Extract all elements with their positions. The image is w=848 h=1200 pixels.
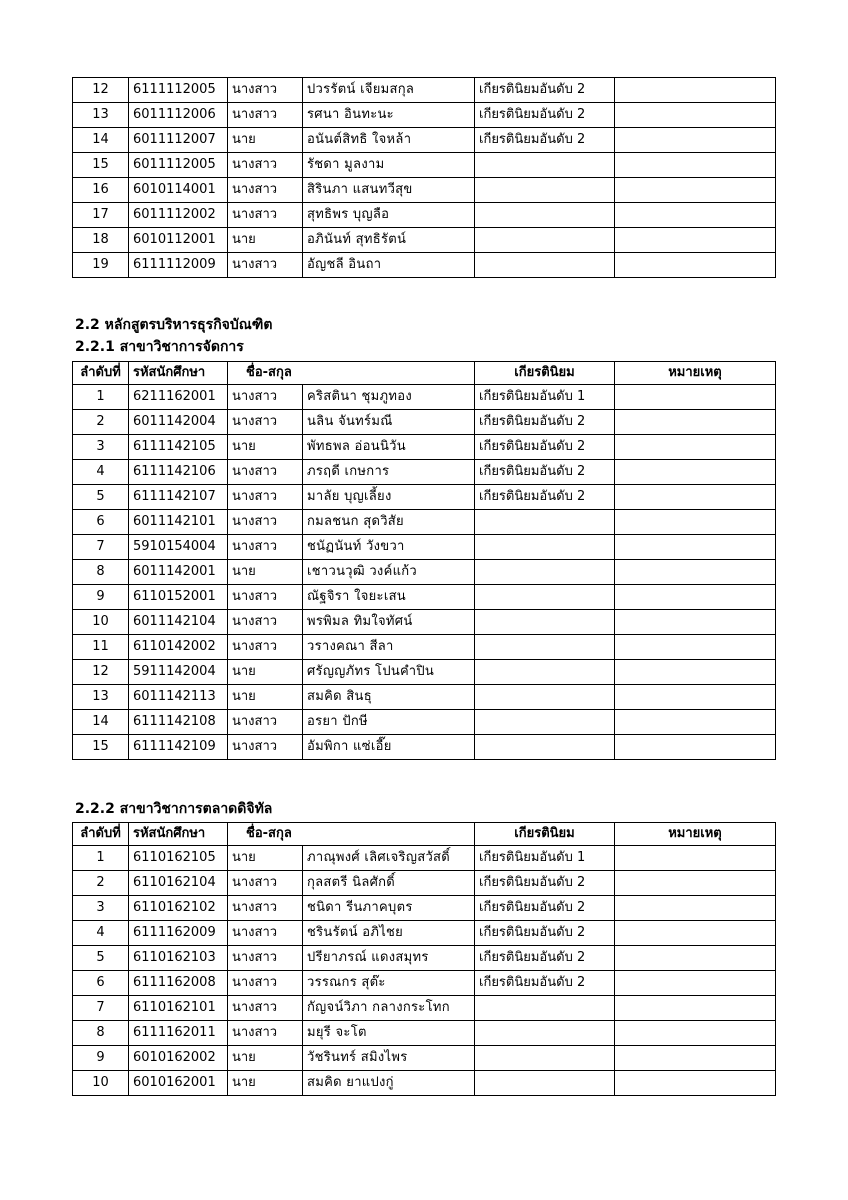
student-id-cell: 6011112005	[129, 153, 228, 178]
table-row	[73, 921, 776, 946]
student-name-cell: มาลัย บุญเลี้ยง	[303, 485, 475, 510]
student-name-cell: นลิน จันทร์มณี	[303, 410, 475, 435]
student-id-cell: 6110162104	[129, 871, 228, 896]
table-row	[73, 1021, 776, 1046]
student-id-cell: 5910154004	[129, 535, 228, 560]
row-number-cell: 6	[73, 971, 129, 996]
table-row	[73, 128, 776, 153]
remark-cell	[615, 485, 776, 510]
student-id-cell: 6011142004	[129, 410, 228, 435]
remark-cell	[615, 253, 776, 278]
student-name-cell: พัทธพล อ่อนนิวัน	[303, 435, 475, 460]
row-number-cell: 13	[73, 685, 129, 710]
row-number-cell: 1	[73, 846, 129, 871]
row-number-cell: 17	[73, 203, 129, 228]
student-id-cell: 6011142001	[129, 560, 228, 585]
name-title-cell: นางสาว	[228, 253, 303, 278]
honor-level-cell: เกียรตินิยมอันดับ 2	[475, 128, 615, 153]
student-id-cell: 6111112005	[129, 78, 228, 103]
remark-cell	[615, 460, 776, 485]
table-row	[73, 253, 776, 278]
remark-cell	[615, 871, 776, 896]
honor-level-cell: เกียรตินิยมอันดับ 2	[475, 971, 615, 996]
name-title-cell: นางสาว	[228, 535, 303, 560]
student-id-cell: 6010112001	[129, 228, 228, 253]
student-id-cell: 6110162102	[129, 896, 228, 921]
table-row	[73, 460, 776, 485]
name-title-cell: นางสาว	[228, 153, 303, 178]
name-title-cell: นางสาว	[228, 921, 303, 946]
table-row	[73, 585, 776, 610]
name-title-cell: นาย	[228, 435, 303, 460]
table-row	[73, 153, 776, 178]
remark-cell	[615, 203, 776, 228]
honor-level-cell: เกียรตินิยมอันดับ 2	[475, 946, 615, 971]
column-header-honor: เกียรตินิยม	[475, 362, 615, 385]
table-row	[73, 485, 776, 510]
student-id-cell: 6110162105	[129, 846, 228, 871]
row-number-cell: 8	[73, 1021, 129, 1046]
name-title-cell: นาย	[228, 228, 303, 253]
student-name-cell: เชาวนวุฒิ วงค์แก้ว	[303, 560, 475, 585]
remark-cell	[615, 560, 776, 585]
row-number-cell: 10	[73, 610, 129, 635]
name-title-cell: นางสาว	[228, 510, 303, 535]
section-heading-digital-marketing: 2.2.2 สาขาวิชาการตลาดดิจิทัล	[75, 801, 273, 817]
table-header-row	[73, 362, 776, 385]
student-name-cell: ปวรรัตน์ เจียมสกุล	[303, 78, 475, 103]
remark-cell	[615, 896, 776, 921]
row-number-cell: 3	[73, 435, 129, 460]
name-title-cell: นางสาว	[228, 410, 303, 435]
name-title-cell: นางสาว	[228, 610, 303, 635]
student-name-cell: อัญชลี อินถา	[303, 253, 475, 278]
row-number-cell: 12	[73, 78, 129, 103]
row-number-cell: 1	[73, 385, 129, 410]
honor-level-cell: เกียรตินิยมอันดับ 2	[475, 78, 615, 103]
name-title-cell: นางสาว	[228, 103, 303, 128]
honor-level-cell	[475, 535, 615, 560]
student-id-cell: 6011112006	[129, 103, 228, 128]
honor-level-cell: เกียรตินิยมอันดับ 2	[475, 896, 615, 921]
honor-level-cell	[475, 228, 615, 253]
remark-cell	[615, 635, 776, 660]
row-number-cell: 5	[73, 946, 129, 971]
column-header-remark: หมายเหตุ	[615, 362, 776, 385]
table-row	[73, 535, 776, 560]
row-number-cell: 12	[73, 660, 129, 685]
honor-level-cell: เกียรตินิยมอันดับ 2	[475, 435, 615, 460]
remark-cell	[615, 1046, 776, 1071]
student-id-cell: 6010162001	[129, 1071, 228, 1096]
honor-level-cell	[475, 685, 615, 710]
row-number-cell: 15	[73, 735, 129, 760]
row-number-cell: 13	[73, 103, 129, 128]
name-title-cell: นางสาว	[228, 1021, 303, 1046]
row-number-cell: 2	[73, 871, 129, 896]
student-name-cell: รัชดา มูลงาม	[303, 153, 475, 178]
table-row	[73, 435, 776, 460]
row-number-cell: 3	[73, 896, 129, 921]
name-title-cell: นางสาว	[228, 946, 303, 971]
remark-cell	[615, 535, 776, 560]
student-id-cell: 6110142002	[129, 635, 228, 660]
name-title-cell: นางสาว	[228, 178, 303, 203]
table-row	[73, 203, 776, 228]
student-name-cell: มยุรี จะโต	[303, 1021, 475, 1046]
table-row	[73, 971, 776, 996]
student-name-cell: วรางคณา สีลา	[303, 635, 475, 660]
student-name-cell: อรยา ปักษี	[303, 710, 475, 735]
honor-level-cell: เกียรตินิยมอันดับ 2	[475, 871, 615, 896]
honor-level-cell	[475, 203, 615, 228]
column-header-student-id: รหัสนักศึกษา	[129, 823, 228, 846]
table-row	[73, 103, 776, 128]
column-header-student-id: รหัสนักศึกษา	[129, 362, 228, 385]
student-name-cell: กุลสตรี นิลศักดิ์	[303, 871, 475, 896]
table-row	[73, 610, 776, 635]
row-number-cell: 4	[73, 921, 129, 946]
table-row	[73, 1071, 776, 1096]
row-number-cell: 16	[73, 178, 129, 203]
student-id-cell: 5911142004	[129, 660, 228, 685]
table-row	[73, 560, 776, 585]
name-title-cell: นาย	[228, 846, 303, 871]
remark-cell	[615, 610, 776, 635]
remark-cell	[615, 435, 776, 460]
name-title-cell: นางสาว	[228, 385, 303, 410]
honor-level-cell	[475, 560, 615, 585]
row-number-cell: 14	[73, 128, 129, 153]
student-id-cell: 6011142113	[129, 685, 228, 710]
remark-cell	[615, 178, 776, 203]
row-number-cell: 19	[73, 253, 129, 278]
table-row	[73, 846, 776, 871]
student-name-cell: กัญจน์วิภา กลางกระโทก	[303, 996, 475, 1021]
student-name-cell: กมลชนก สุดวิสัย	[303, 510, 475, 535]
student-name-cell: ชนัฏนันท์ วังขวา	[303, 535, 475, 560]
section-heading-business-program: 2.2 หลักสูตรบริหารธุรกิจบัณฑิต	[75, 317, 273, 333]
name-title-cell: นางสาว	[228, 485, 303, 510]
table-row	[73, 1046, 776, 1071]
student-id-cell: 6110162103	[129, 946, 228, 971]
name-title-cell: นางสาว	[228, 460, 303, 485]
table-row	[73, 410, 776, 435]
name-title-cell: นางสาว	[228, 585, 303, 610]
remark-cell	[615, 410, 776, 435]
honor-level-cell	[475, 1071, 615, 1096]
student-id-cell: 6111112009	[129, 253, 228, 278]
table-row	[73, 896, 776, 921]
section-heading-management: 2.2.1 สาขาวิชาการจัดการ	[75, 339, 244, 355]
table-row	[73, 871, 776, 896]
student-name-cell: อภินันท์ สุทธิรัตน์	[303, 228, 475, 253]
name-title-cell: นางสาว	[228, 635, 303, 660]
honor-level-cell	[475, 510, 615, 535]
remark-cell	[615, 78, 776, 103]
remark-cell	[615, 971, 776, 996]
remark-cell	[615, 1021, 776, 1046]
name-title-cell: นาย	[228, 685, 303, 710]
table-row	[73, 660, 776, 685]
remark-cell	[615, 510, 776, 535]
row-number-cell: 9	[73, 585, 129, 610]
remark-cell	[615, 946, 776, 971]
student-name-cell: พรพิมล ทิมใจทัศน์	[303, 610, 475, 635]
name-title-cell: นางสาว	[228, 971, 303, 996]
student-id-cell: 6011142104	[129, 610, 228, 635]
student-id-cell: 6111142105	[129, 435, 228, 460]
remark-cell	[615, 385, 776, 410]
honor-level-cell: เกียรตินิยมอันดับ 1	[475, 385, 615, 410]
column-header-remark: หมายเหตุ	[615, 823, 776, 846]
table-row	[73, 385, 776, 410]
student-name-cell: ศรัญญภัทร โปนคำปิน	[303, 660, 475, 685]
remark-cell	[615, 735, 776, 760]
remark-cell	[615, 153, 776, 178]
name-title-cell: นาย	[228, 1071, 303, 1096]
name-title-cell: นางสาว	[228, 896, 303, 921]
column-header-no: ลำดับที่	[73, 823, 129, 846]
honor-level-cell: เกียรตินิยมอันดับ 1	[475, 846, 615, 871]
student-name-cell: อนันต์สิทธิ ใจหล้า	[303, 128, 475, 153]
table-row	[73, 996, 776, 1021]
student-id-cell: 6011112007	[129, 128, 228, 153]
table-row	[73, 735, 776, 760]
student-id-cell: 6110162101	[129, 996, 228, 1021]
student-name-cell: ปรียาภรณ์ แดงสมุทร	[303, 946, 475, 971]
student-id-cell: 6010162002	[129, 1046, 228, 1071]
student-name-cell: สมคิด ยาแปงกู่	[303, 1071, 475, 1096]
remark-cell	[615, 128, 776, 153]
student-name-cell: วัชรินทร์ สมิงไพร	[303, 1046, 475, 1071]
student-id-cell: 6211162001	[129, 385, 228, 410]
honor-level-cell	[475, 1046, 615, 1071]
honor-level-cell	[475, 635, 615, 660]
student-id-cell: 6111142109	[129, 735, 228, 760]
student-id-cell: 6111142107	[129, 485, 228, 510]
honor-level-cell: เกียรตินิยมอันดับ 2	[475, 460, 615, 485]
graduate-table-continued	[72, 77, 776, 278]
name-title-cell: นางสาว	[228, 203, 303, 228]
name-title-cell: นางสาว	[228, 710, 303, 735]
student-name-cell: สิรินภา แสนทวีสุข	[303, 178, 475, 203]
row-number-cell: 7	[73, 996, 129, 1021]
column-header-name: ชื่อ-สกุล	[228, 362, 475, 385]
table-row	[73, 178, 776, 203]
honor-level-cell	[475, 153, 615, 178]
name-title-cell: นางสาว	[228, 996, 303, 1021]
table-row	[73, 635, 776, 660]
student-id-cell: 6111162008	[129, 971, 228, 996]
row-number-cell: 10	[73, 1071, 129, 1096]
honor-level-cell: เกียรตินิยมอันดับ 2	[475, 410, 615, 435]
table-row	[73, 510, 776, 535]
name-title-cell: นางสาว	[228, 735, 303, 760]
row-number-cell: 5	[73, 485, 129, 510]
honor-level-cell	[475, 253, 615, 278]
honor-level-cell	[475, 996, 615, 1021]
student-id-cell: 6111142106	[129, 460, 228, 485]
digital-marketing-honors-table	[72, 822, 776, 1096]
student-id-cell: 6011112002	[129, 203, 228, 228]
remark-cell	[615, 921, 776, 946]
remark-cell	[615, 228, 776, 253]
honor-level-cell	[475, 178, 615, 203]
honor-level-cell	[475, 610, 615, 635]
name-title-cell: นางสาว	[228, 78, 303, 103]
remark-cell	[615, 846, 776, 871]
student-name-cell: ณัฐจิรา ใจยะเสน	[303, 585, 475, 610]
student-id-cell: 6110152001	[129, 585, 228, 610]
student-name-cell: ชนิดา รีนภาคบุตร	[303, 896, 475, 921]
honor-level-cell: เกียรตินิยมอันดับ 2	[475, 103, 615, 128]
honor-level-cell	[475, 735, 615, 760]
student-id-cell: 6111162009	[129, 921, 228, 946]
student-name-cell: ภรฤดี เกษการ	[303, 460, 475, 485]
column-header-honor: เกียรตินิยม	[475, 823, 615, 846]
student-id-cell: 6111162011	[129, 1021, 228, 1046]
row-number-cell: 9	[73, 1046, 129, 1071]
row-number-cell: 6	[73, 510, 129, 535]
management-honors-table	[72, 361, 776, 760]
student-name-cell: ภาณุพงศ์ เลิศเจริญสวัสดิ์	[303, 846, 475, 871]
remark-cell	[615, 660, 776, 685]
remark-cell	[615, 103, 776, 128]
honor-level-cell	[475, 585, 615, 610]
table-row	[73, 685, 776, 710]
student-name-cell: รศนา อินทะนะ	[303, 103, 475, 128]
table-row	[73, 78, 776, 103]
student-id-cell: 6010114001	[129, 178, 228, 203]
student-name-cell: คริสตินา ชุมภูทอง	[303, 385, 475, 410]
remark-cell	[615, 585, 776, 610]
table-row	[73, 228, 776, 253]
student-name-cell: ชรินรัตน์ อภิไชย	[303, 921, 475, 946]
remark-cell	[615, 1071, 776, 1096]
table-header-row	[73, 823, 776, 846]
name-title-cell: นางสาว	[228, 871, 303, 896]
name-title-cell: นาย	[228, 660, 303, 685]
remark-cell	[615, 996, 776, 1021]
student-id-cell: 6111142108	[129, 710, 228, 735]
student-id-cell: 6011142101	[129, 510, 228, 535]
student-name-cell: สุทธิพร บุญลือ	[303, 203, 475, 228]
honor-level-cell: เกียรตินิยมอันดับ 2	[475, 921, 615, 946]
table-row	[73, 710, 776, 735]
student-name-cell: สมคิด สินธุ	[303, 685, 475, 710]
name-title-cell: นาย	[228, 128, 303, 153]
row-number-cell: 14	[73, 710, 129, 735]
row-number-cell: 15	[73, 153, 129, 178]
student-name-cell: อัมพิกา แซ่เอี๊ย	[303, 735, 475, 760]
row-number-cell: 8	[73, 560, 129, 585]
row-number-cell: 11	[73, 635, 129, 660]
remark-cell	[615, 685, 776, 710]
table-row	[73, 946, 776, 971]
row-number-cell: 2	[73, 410, 129, 435]
column-header-no: ลำดับที่	[73, 362, 129, 385]
remark-cell	[615, 710, 776, 735]
column-header-name: ชื่อ-สกุล	[228, 823, 475, 846]
honor-level-cell	[475, 660, 615, 685]
honor-level-cell: เกียรตินิยมอันดับ 2	[475, 485, 615, 510]
row-number-cell: 4	[73, 460, 129, 485]
honor-level-cell	[475, 710, 615, 735]
name-title-cell: นาย	[228, 1046, 303, 1071]
student-name-cell: วรรณกร สุต๊ะ	[303, 971, 475, 996]
name-title-cell: นาย	[228, 560, 303, 585]
row-number-cell: 7	[73, 535, 129, 560]
row-number-cell: 18	[73, 228, 129, 253]
honor-level-cell	[475, 1021, 615, 1046]
